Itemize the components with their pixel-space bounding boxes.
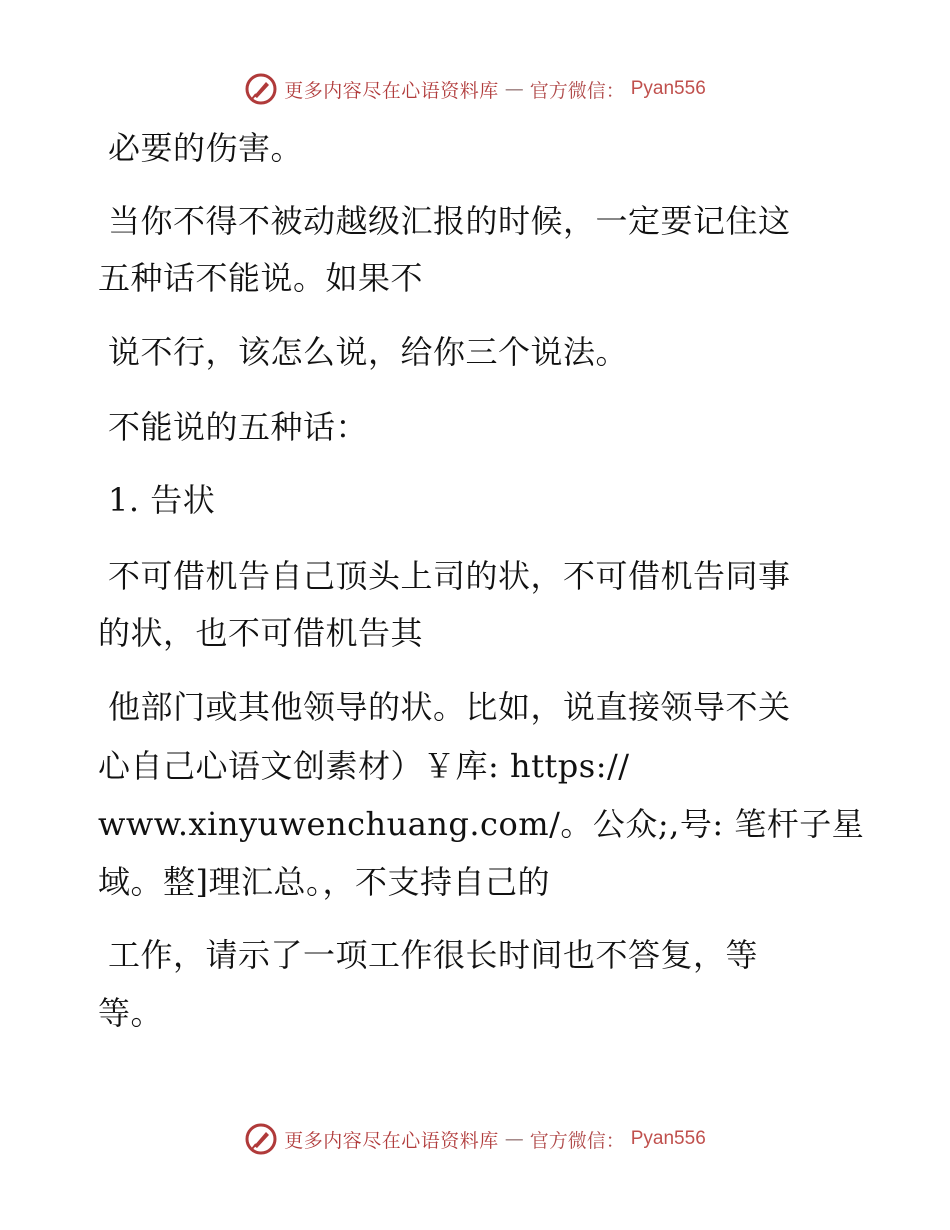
- quill-logo-icon: [244, 72, 278, 106]
- body-line: 心自己心语文创素材）￥库: https://: [98, 747, 630, 785]
- banner-dash: —: [504, 1128, 524, 1150]
- body-line: 说不行，该怎么说，给你三个说法。: [108, 333, 629, 371]
- body-line: 的状，也不可借机告其: [98, 614, 424, 652]
- body-line: 等。: [98, 994, 164, 1032]
- body-line: 五种话不能说。如果不: [98, 259, 424, 297]
- body-line: 1. 告状: [108, 481, 216, 519]
- banner-wechat-label: 官方微信：: [529, 1129, 625, 1152]
- body-line: 当你不得不被动越级汇报的时候，一定要记住这: [108, 202, 791, 240]
- banner-wechat-id: Pyan556: [630, 78, 706, 99]
- body-line: 域。整]理汇总。，不支持自己的: [98, 863, 550, 901]
- footer-banner: [0, 1122, 950, 1156]
- banner-text: 更多内容尽在心语资料库: [284, 79, 499, 102]
- body-line: www.xinyuwenchuang.com/。公众;,号: 笔杆子星: [98, 805, 865, 843]
- quill-logo-icon: [244, 1122, 278, 1156]
- banner-dash: —: [504, 78, 524, 100]
- header-banner: [0, 72, 950, 106]
- body-line: 工作，请示了一项工作很长时间也不答复，等: [108, 936, 759, 974]
- banner-text: 更多内容尽在心语资料库: [284, 1129, 499, 1152]
- body-line: 他部门或其他领导的状。比如，说直接领导不关: [108, 688, 791, 726]
- body-line: 必要的伤害。: [108, 129, 304, 167]
- banner-wechat-id: Pyan556: [630, 1128, 706, 1149]
- body-line: 不能说的五种话：: [108, 408, 369, 446]
- banner-wechat-label: 官方微信：: [529, 79, 625, 102]
- body-line: 不可借机告自己顶头上司的状，不可借机告同事: [108, 557, 791, 595]
